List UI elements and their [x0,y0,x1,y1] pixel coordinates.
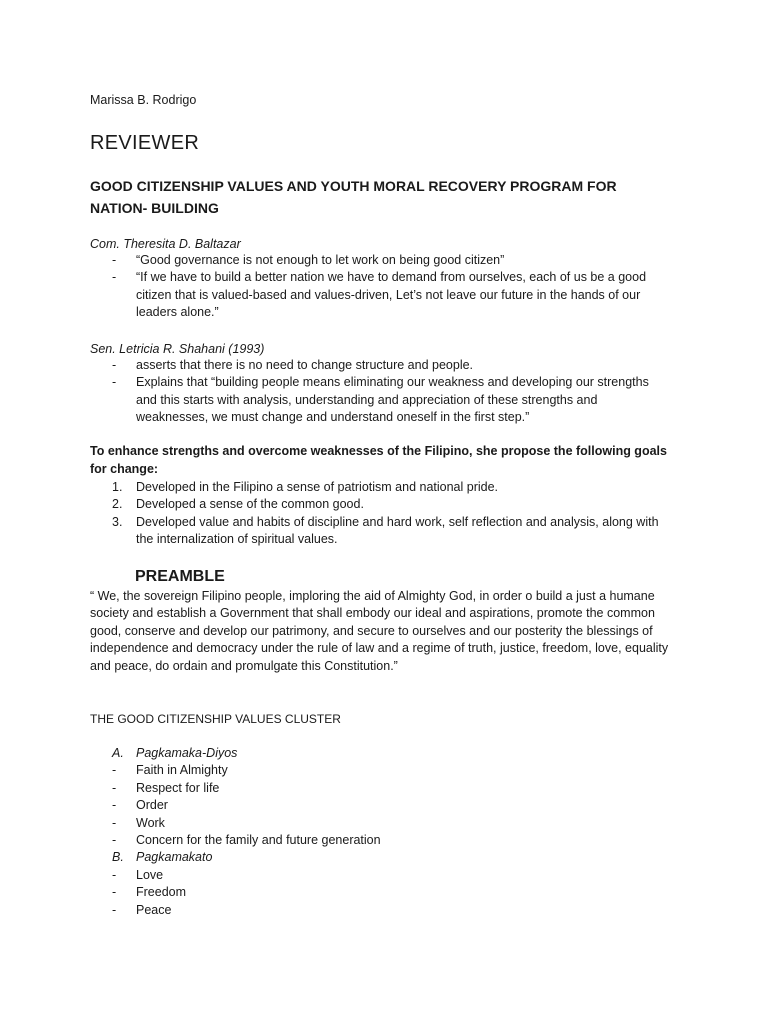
list-item: - Peace [90,902,670,919]
speaker-2: Sen. Letricia R. Shahani (1993) [90,342,265,356]
list-item: - “If we have to build a better nation we have to demand from ourselves, each of us be a good citizen that is valued-based and values-driven, Let’s not leave our future in the hands of our leaders alone.” [90,269,670,321]
goal-text: Developed in the Filipino a sense of patriotism and national pride. [136,480,499,494]
goal-item [90,496,670,513]
category-name: Pagkamaka-Diyos [136,746,238,760]
list-item: - Concern for the family and future generation [90,832,670,849]
list-item: - Freedom [90,884,670,901]
speaker-2-points [90,357,670,427]
values-cluster-list [90,745,670,919]
goal-text: Developed a sense of the common good. [136,497,364,512]
list-item: - Order [90,797,670,814]
list-item: - Work [90,815,670,832]
category-name: Pagkamakato [136,850,213,865]
cluster-title: THE GOOD CITIZENSHIP VALUES CLUSTER [90,712,341,726]
preamble-text: “ We, the sovereign Filipino people, imploring the aid of Almighty God, in order o build a just a humane society and establish a Government that shall embody our ideal and aspirations, promote the common good, conserve and develop our patrimony, and secure to ourselves and our posterity the blessings of independence and democracy under the rule of law and a regime of truth, justice, freedom, love, equality and peace, do ordain and promulgate this Constitution.” [90,589,669,673]
list-item: - Love [90,867,670,884]
goal-text: Developed value and habits of discipline and hard work, self reflection and analysis, along with the internalization of spiritual values. [136,514,659,547]
author-name: Marissa B. Rodrigo [90,93,197,107]
list-item: - asserts that there is no need to change structure and people. [90,357,670,374]
category-letter: B. [112,850,124,865]
speaker-1: Com. Theresita D. Baltazar [90,237,241,251]
list-item: - Explains that “building people means eliminating our weakness and developing our strengths and this starts with analysis, understanding and appreciation of these strengths and weaknesses, we must change and understand oneself in the first step.” [90,374,670,426]
goal-item [90,479,670,496]
category-letter: A. [112,746,124,760]
document-title: GOOD CITIZENSHIP VALUES AND YOUTH MORAL RECOVERY PROGRAM FOR NATION- BUILDING [90,178,617,216]
goal-number: 3. [112,514,123,529]
cluster-category [90,849,670,866]
goal-number: 2. [112,497,123,512]
speaker-1-points [90,252,670,322]
goal-number: 1. [112,480,123,494]
preamble-title: PREAMBLE [135,568,225,585]
goals-list [90,479,670,549]
cluster-category [90,745,670,762]
list-item: - Faith in Almighty [90,762,670,779]
page-heading: REVIEWER [90,132,200,154]
list-item: - Respect for life [90,780,670,797]
list-item: - “Good governance is not enough to let work on being good citizen” [90,252,670,269]
goals-intro: To enhance strengths and overcome weaknesses of the Filipino, she propose the following goals for change: [90,444,667,476]
goal-item [90,514,670,549]
